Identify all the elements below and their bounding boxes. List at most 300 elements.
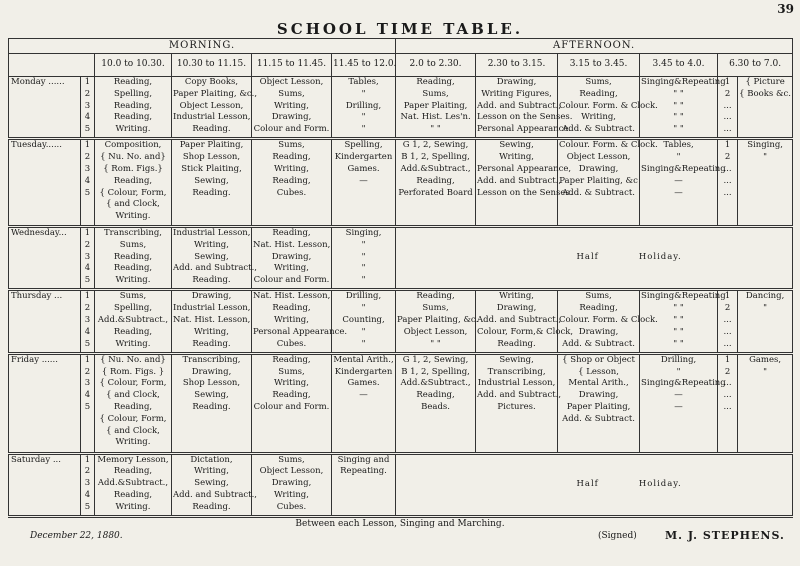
cell-line: Sums, [585, 291, 612, 302]
cell-line: Writing, [274, 315, 309, 326]
cell-line: 2 [724, 152, 731, 163]
lesson-cell [476, 353, 562, 453]
cell-line: 1 [724, 77, 731, 87]
cell-line: 3 [84, 378, 91, 389]
cell-line: 5 [84, 501, 91, 512]
afternoon-header: AFTERNOON. [396, 39, 793, 54]
cell-line: Sums, [119, 291, 147, 302]
cell-line: Paper Plaiting, &c., [173, 88, 258, 99]
cell-line: 1 [84, 454, 91, 465]
page-number: 39 [777, 2, 794, 16]
cell-line: " " [673, 124, 684, 135]
cell-line: 3 [84, 478, 91, 489]
cell-line: Cubes. [276, 501, 307, 512]
lesson-cell [738, 290, 793, 353]
cell-line: Reading, [416, 390, 455, 401]
day-name: Saturday ... [9, 453, 81, 516]
cell-line: " " [673, 315, 684, 326]
cell-line: ... [723, 124, 732, 135]
cell-line: 5 [84, 124, 91, 135]
cell-line: ... [723, 402, 732, 413]
cell-line: Singing&Repeating [641, 291, 726, 302]
time-header: 3.15 to 3.45. [558, 54, 640, 77]
cell-line: ... [723, 378, 732, 389]
cell-line: Sums, [422, 88, 449, 99]
cell-line: Reading. [497, 338, 536, 349]
cell-line: Writing, [499, 291, 534, 302]
time-header: 11.15 to 11.45. [252, 54, 332, 77]
cell-line: 4 [84, 489, 91, 500]
period-numbers [81, 77, 95, 139]
lesson-cell [476, 290, 574, 353]
day-name: Monday ...... [9, 77, 81, 139]
cell-line: Cubes. [276, 338, 307, 349]
lesson-cell [95, 139, 172, 227]
cell-line: ... [723, 338, 732, 349]
cell-line: Nat. Hist. Lesson, [253, 291, 331, 302]
cell-line: Add. & Subtract. [562, 124, 635, 135]
cell-line: Object Lesson, [259, 77, 324, 87]
cell-line: Add. and Subtract., [477, 315, 562, 326]
cell-line: Drawing, [271, 251, 312, 262]
signature: M. J. STEPHENS. [665, 529, 785, 542]
cell-line: 1 [724, 140, 731, 151]
period-numbers [81, 139, 95, 227]
cell-line: Industrial Lesson, [173, 303, 251, 314]
cell-line: Colour, Form,& Clock, [477, 326, 574, 337]
cell-line: 2 [724, 88, 731, 99]
cell-line: Paper Plaiting, [179, 140, 244, 151]
cell-line: Drawing, [578, 164, 619, 174]
cell-line: Add. and Subtract., [477, 390, 562, 401]
cell-line: " [361, 239, 366, 250]
cell-line: Perforated Board [398, 187, 473, 198]
cell-line: Colour. Form. & Clock. [559, 140, 658, 151]
cell-line: Industrial Lesson, [173, 112, 251, 123]
cell-line: Writing. [115, 275, 151, 286]
cell-line: " " [673, 88, 684, 99]
cell-line: ... [723, 112, 732, 123]
cell-line: Add. & Subtract. [562, 338, 635, 349]
cell-line: — [674, 187, 683, 198]
day-row [9, 453, 793, 516]
day-row [9, 353, 793, 453]
cell-line: Colour. Form. & Clock. [559, 315, 658, 326]
cell-line: Counting, [342, 315, 385, 326]
cell-line: 5 [84, 275, 91, 286]
cell-line: " [676, 366, 681, 377]
lesson-cell [558, 353, 640, 453]
cell-line: Reading. [192, 338, 231, 349]
day-row [9, 226, 793, 289]
cell-line: Reading. [192, 124, 231, 135]
cell-line: Reading. [192, 402, 231, 413]
cell-line: Stick Plaiting, [181, 164, 242, 174]
cell-line: Composition, [104, 140, 162, 151]
cell-line: 4 [84, 326, 91, 337]
lesson-cell [95, 290, 172, 353]
lesson-cell [558, 139, 658, 227]
cell-line: Object Lesson, [259, 466, 324, 477]
cell-line: Sewing, [194, 251, 229, 262]
cell-line: { Colour, Form, [99, 413, 167, 424]
cell-line: Writing, [194, 239, 229, 250]
cell-line: Singing&Repeating [641, 378, 726, 389]
cell-line: ... [723, 100, 732, 111]
cell-line: " [763, 303, 768, 314]
cell-line: Sewing, [194, 390, 229, 401]
lesson-cell [332, 290, 396, 353]
time-header-row [9, 54, 793, 77]
cell-line: Reading, [579, 303, 618, 314]
cell-line: Personal Appearance. [253, 326, 348, 337]
lesson-cell [95, 77, 172, 139]
time-header: 10.0 to 10.30. [95, 54, 172, 77]
cell-line: Transcribing, [487, 366, 546, 377]
cell-line: Add.&Subtract., [400, 378, 471, 389]
cell-line: Writing, [581, 112, 616, 123]
lesson-cell [172, 290, 252, 353]
cell-line: Sums, [119, 239, 147, 250]
cell-line: 1 [84, 77, 91, 87]
lesson-cell [252, 77, 332, 139]
cell-line: Sums, [278, 366, 305, 377]
cell-line: Drilling, [345, 291, 382, 302]
cell-line: Add.&Subtract., [97, 315, 169, 326]
cell-line: 4 [84, 112, 91, 123]
cell-line: { Colour, Form, [99, 378, 167, 389]
cell-line: { Nu. No. and} [100, 152, 166, 163]
lesson-cell [396, 77, 476, 139]
lesson-cell [396, 139, 476, 227]
page-title: SCHOOL TIME TABLE. [276, 20, 524, 38]
lesson-cell [640, 353, 726, 453]
cell-line: Reading, [579, 88, 618, 99]
cell-line: Sewing, [499, 140, 534, 151]
cell-line: " [361, 303, 366, 314]
cell-line: Reading, [113, 466, 153, 477]
cell-line: { Colour, Form, [99, 187, 167, 198]
cell-line: Writing, [274, 489, 309, 500]
cell-line: — [359, 390, 368, 401]
cell-line: Spelling, [344, 140, 383, 151]
lesson-cell [95, 353, 172, 453]
cell-line: Singing&Repeating [641, 77, 726, 87]
holiday-word: Half [576, 478, 599, 489]
cell-line: 2 [84, 366, 91, 377]
cell-line: Shop Lesson, [182, 152, 241, 163]
morning-header: MORNING. [9, 39, 396, 54]
period-numbers [81, 290, 95, 353]
cell-line: Nat. Hist. Les'n. [400, 112, 471, 123]
cell-line: Object Lesson, [179, 100, 244, 111]
lesson-cell [640, 139, 726, 227]
cell-line: Games, [749, 354, 782, 365]
cell-line: Add. and Subtract., [173, 263, 257, 274]
cell-line: Transcribing, [182, 354, 241, 365]
cell-line: { Lesson, [578, 366, 619, 377]
date: December 22, 1880. [30, 531, 123, 541]
lesson-cell [172, 353, 252, 453]
cell-line: 2 [84, 88, 91, 99]
cell-line: Lesson on the Senses. [477, 187, 573, 198]
lesson-cell [396, 290, 479, 353]
cell-line: 3 [84, 164, 91, 174]
cell-line: Mental Arith., [333, 354, 394, 365]
cell-line: Sums, [278, 454, 305, 465]
cell-line: " " [673, 100, 684, 111]
cell-line: 2 [724, 366, 731, 377]
cell-line: { and Clock, [106, 390, 160, 401]
cell-line: Transcribing, [104, 227, 162, 238]
lesson-cell [738, 77, 793, 139]
cell-line: Tables, [348, 77, 379, 87]
cell-line: 4 [84, 175, 91, 186]
day-name: Tuesday...... [9, 139, 81, 227]
cell-line: Reading, [113, 326, 153, 337]
footer-note: Between each Lesson, Singing and Marching. [295, 519, 505, 529]
cell-line: Colour and Form. [253, 275, 330, 286]
cell-line: " " [673, 303, 684, 314]
cell-line: Add. and Subtract., [173, 489, 257, 500]
cell-line: Colour. Form. & Clock. [559, 100, 658, 111]
cell-line: Reading, [272, 227, 311, 238]
cell-line: Paper Plaiting, [566, 402, 631, 413]
cell-line: Kindergarten [334, 366, 393, 377]
cell-line: " " [673, 338, 684, 349]
cell-line: 2 [724, 303, 731, 314]
cell-line: 1 [724, 291, 731, 302]
cell-line: 1 [84, 140, 91, 151]
cell-line: Personal Appearance. [477, 124, 572, 135]
cell-line: 5 [84, 402, 91, 413]
day-row [9, 139, 793, 227]
cell-line: Reading, [113, 100, 153, 111]
cell-line: 5 [84, 187, 91, 198]
cell-line: Writing. [115, 338, 151, 349]
cell-line: " " [430, 338, 441, 349]
cell-line: 1 [84, 227, 91, 238]
day-name: Friday ...... [9, 353, 81, 453]
time-header: 11.45 to 12.0. [332, 54, 396, 77]
period-numbers [81, 453, 95, 516]
lesson-cell [172, 226, 257, 289]
cell-line: Drilling, [660, 354, 697, 365]
cell-line: Singing, [345, 227, 382, 238]
cell-line: Reading. [192, 187, 231, 198]
cell-line: ... [723, 390, 732, 401]
cell-line: " [361, 251, 366, 262]
cell-line: Dancing, [745, 291, 785, 302]
cell-line: Add. & Subtract. [562, 187, 635, 198]
cell-line: { Rom. Figs. } [101, 366, 165, 377]
cell-line: { Books &c. [739, 88, 791, 99]
cell-line: Reading, [113, 263, 153, 274]
cell-line: Singing, [747, 140, 783, 151]
cell-line: " " [430, 124, 441, 135]
cell-line: G 1, 2, Sewing, [402, 354, 469, 365]
lesson-cell [476, 139, 573, 227]
cell-line: Sewing, [194, 175, 229, 186]
lesson-cell [252, 139, 332, 227]
corner-cell [9, 54, 95, 77]
cell-line: 2 [84, 152, 91, 163]
cell-line: Reading, [272, 175, 311, 186]
section-header-row [9, 39, 793, 54]
cell-line: Writing. [115, 211, 151, 222]
cell-line: Reading, [113, 77, 153, 87]
cell-line: Writing, [274, 378, 309, 389]
cell-line: Object Lesson, [566, 152, 631, 163]
cell-line: Paper Plaiting, [403, 100, 468, 111]
cell-line: " [361, 112, 366, 123]
time-header: 2.0 to 2.30. [396, 54, 476, 77]
cell-line: Writing, [274, 263, 309, 274]
cell-line: Spelling, [113, 88, 153, 99]
cell-line: Writing. [115, 501, 151, 512]
cell-line: Nat. Hist. Lesson, [253, 239, 331, 250]
lesson-cell [172, 139, 252, 227]
lesson-cell [332, 139, 396, 227]
cell-line: Sewing, [194, 478, 229, 489]
holiday-word: Holiday. [638, 478, 682, 489]
lesson-cell [476, 77, 573, 139]
holiday-word: Holiday. [638, 252, 682, 263]
cell-line: { Nu. No. and} [100, 354, 166, 365]
cell-line: 5 [84, 338, 91, 349]
cell-line: { and Clock, [106, 199, 160, 210]
cell-line: " [763, 152, 768, 163]
cell-line: " " [673, 112, 684, 123]
lesson-cell [252, 226, 332, 289]
lesson-cell [396, 353, 476, 453]
cell-line: Drawing, [271, 478, 312, 489]
lesson-cell [95, 453, 172, 516]
day-row [9, 77, 793, 139]
cell-line: Kindergarten [334, 152, 393, 163]
cell-line: Reading, [272, 390, 311, 401]
day-row [9, 290, 793, 353]
cell-line: Writing, [499, 152, 534, 163]
lesson-cell [332, 226, 396, 289]
cell-line: Reading, [113, 175, 153, 186]
cell-line: Writing Figures, [481, 88, 552, 99]
cell-line: ... [723, 315, 732, 326]
cell-line: Colour and Form. [253, 402, 330, 413]
cell-line: Writing. [115, 437, 151, 448]
half-holiday-cell [396, 453, 793, 516]
cell-line: 1 [724, 354, 731, 365]
cell-line: Singing&Repeating [641, 164, 726, 174]
timetable [8, 38, 793, 518]
cell-line: Lesson on the Senses. [477, 112, 573, 123]
cell-line: " [361, 326, 366, 337]
cell-line: 3 [84, 251, 91, 262]
half-holiday-cell [396, 226, 793, 289]
cell-line: " " [673, 326, 684, 337]
cell-line: Mental Arith., [568, 378, 629, 389]
cell-line: Writing. [115, 124, 151, 135]
cell-line: 1 [84, 291, 91, 302]
time-header: 2.30 to 3.15. [476, 54, 558, 77]
holiday-word: Half [576, 252, 599, 263]
cell-line: ... [723, 164, 732, 174]
cell-line: B 1, 2, Spelling, [401, 152, 470, 163]
cell-line: Beads. [421, 402, 450, 413]
time-header: 3.45 to 4.0. [640, 54, 718, 77]
cell-line: Reading, [416, 291, 455, 302]
cell-line: Reading, [113, 489, 153, 500]
cell-line: ... [723, 326, 732, 337]
cell-line: Sums, [278, 88, 305, 99]
cell-line: 4 [84, 263, 91, 274]
cell-line: Industrial Lesson, [477, 378, 556, 389]
lesson-cell [332, 77, 396, 139]
period-numbers [81, 353, 95, 453]
lesson-cell [252, 353, 332, 453]
cell-line: Writing, [274, 100, 309, 111]
cell-line: " [361, 338, 366, 349]
cell-line: Writing, [194, 466, 229, 477]
lesson-cell [718, 139, 738, 227]
cell-line: Shop Lesson, [182, 378, 241, 389]
cell-line: — [359, 175, 368, 186]
cell-line: Games. [347, 378, 380, 389]
cell-line: Pictures. [497, 402, 536, 413]
cell-line: — [674, 175, 683, 186]
cell-line: Object Lesson, [403, 326, 468, 337]
cell-line: Add. and Subtract., [477, 100, 562, 111]
lesson-cell [252, 290, 348, 353]
cell-line: Repeating. [340, 466, 387, 477]
cell-line: Reading, [272, 354, 311, 365]
cell-line: Drawing, [496, 77, 537, 87]
cell-line: Writing, [274, 164, 309, 174]
signed-label: (Signed) [598, 531, 637, 541]
cell-line: Reading. [192, 501, 231, 512]
cell-line: Sewing, [499, 354, 534, 365]
lesson-cell [738, 139, 793, 227]
cell-line: Games. [347, 164, 380, 174]
cell-line: Sums, [422, 303, 449, 314]
time-header: 10.30 to 11.15. [172, 54, 252, 77]
cell-line: " [361, 124, 366, 135]
cell-line: Add.&Subtract., [97, 478, 169, 489]
time-header: 6.30 to 7.0. [718, 54, 793, 77]
cell-line: Personal Appearance, [477, 164, 572, 174]
lesson-cell [332, 353, 396, 453]
day-name: Wednesday... [9, 226, 81, 289]
cell-line: 2 [84, 466, 91, 477]
cell-line: { Shop or Object [562, 354, 635, 365]
lesson-cell [558, 77, 658, 139]
cell-line: " [676, 152, 681, 163]
cell-line: Writing, [194, 326, 229, 337]
cell-line: Dictation, [190, 454, 233, 465]
cell-line: " [763, 366, 768, 377]
cell-line: Colour and Form. [253, 124, 330, 135]
lesson-cell [172, 453, 257, 516]
cell-line: Add. & Subtract. [562, 413, 635, 424]
cell-line: Reading, [416, 175, 455, 186]
cell-line: Drawing, [578, 390, 619, 401]
cell-line: Reading, [113, 402, 153, 413]
cell-line: 2 [84, 239, 91, 250]
cell-line: Reading, [272, 303, 311, 314]
cell-line: { Rom. Figs.} [103, 164, 163, 174]
lesson-cell [332, 453, 396, 516]
cell-line: Sums, [585, 77, 612, 87]
